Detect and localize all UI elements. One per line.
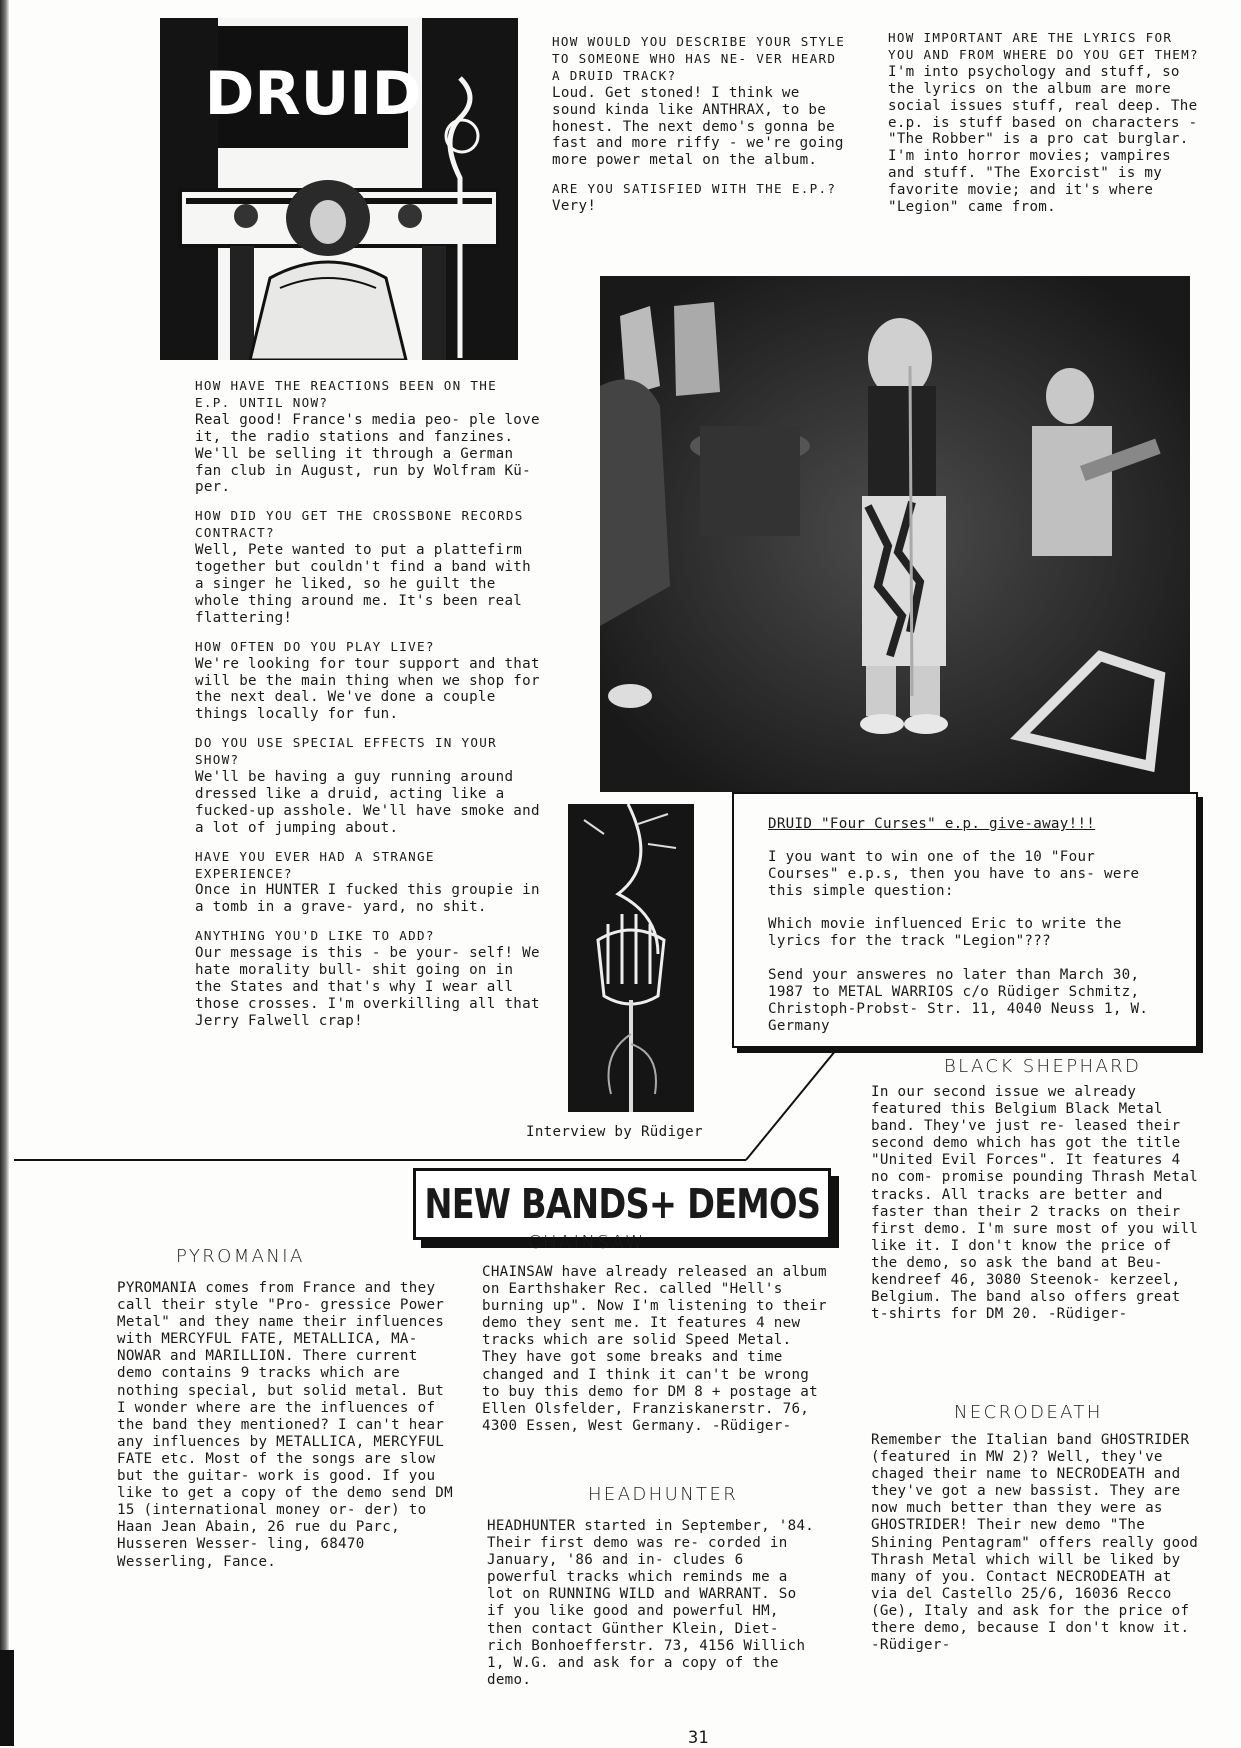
answer: We'll be having a guy running around dressed like a druid, acting like a fucked-up asshole. We'll have smoke and a lot of jumping about. <box>195 769 540 836</box>
pyromania-text: PYROMANIA comes from France and they call their style "Pro- gressice Power Metal" and they name their influences with MERCYFUL FATE, METALLICA, MA- NOWAR and MARILLION. There current demo contains 9 tracks which are nothing special, but solid metal. But I wonder where are the influences of the band they mentioned? I can't hear any influences by METALLICA, MERCYFUL FATE etc. Most of the songs are slow but the guitar- work is good. If you like to get a copy of the demo send DM 15 (international money or- der) to Haan Jean Abain, 26 rue du Parc, Husseren Wesser- ling, 68470 Wesserling, Fance. <box>117 1280 453 1570</box>
banner-text: NEW BANDS+ DEMOS <box>424 1180 820 1228</box>
druid-logo-text: DRUID <box>204 59 422 129</box>
answer: We're looking for tour support and that will be the main thing when we shop for the next deal. We've done a couple things locally for fun. <box>195 655 540 723</box>
answer: Once in HUNTER I fucked this groupie in a tomb in a grave- yard, no shit. <box>195 882 540 916</box>
answer: Very! <box>552 198 597 215</box>
giveaway-p2: Which movie influenced Eric to write the lyrics for the track "Legion"??? <box>768 916 1122 950</box>
new-bands-demos-banner <box>413 1168 831 1240</box>
answer: Well, Pete wanted to put a plattefirm together but couldn't find a band with a singer he liked, so he guilt the whole thing around me. It's been real flattering! <box>195 542 531 626</box>
question: HAVE YOU EVER HAD A STRANGE EXPERIENCE? <box>195 848 435 881</box>
necrodeath-heading: NECRODEATH <box>954 1402 1103 1423</box>
headhunter-text: HEADHUNTER started in September, '84. Their first demo was re- corded in January, '86 and in- cludes 6 powerful tracks which reminds me a lot on RUNNING WILD and WARRANT. So if you like good and powerful HM, then contact Günther Klein, Diet- rich Bonhoefferstr. 73, 4156 Willich 1, W.G. and ask for a copy of the demo. <box>487 1518 815 1688</box>
chainsaw-text: CHAINSAW have already released an album on Earthshaker Rec. called "Hell's burning up". Now I'm listening to their demo they sent me. It features 4 new tracks which are solid Speed Metal. They have got some breaks and time changed and I think it can't be wrong to buy this demo for DM 8 + postage at Ellen Olsfelder, Franziskanerstr. 76, 4300 Essen, West Germany. -Rüdiger- <box>482 1264 827 1434</box>
question: HOW OFTEN DO YOU PLAY LIVE? <box>195 638 435 654</box>
giveaway-title: DRUID "Four Curses" e.p. give-away!!! <box>768 816 1096 832</box>
giveaway-p3: Send your answeres no later than March 30, 1987 to METAL WARRIOS c/o Rüdiger Schmitz, Christoph-Probst- Str. 11, 4040 Neuss 1, W. Germany <box>768 966 1149 1034</box>
question: DO YOU USE SPECIAL EFFECTS IN YOUR SHOW? <box>195 735 497 768</box>
pyromania-heading: PYROMANIA <box>176 1246 305 1267</box>
giveaway-p1: I you want to win one of the 10 "Four Courses" e.p.s, then you have to ans- were this simple question: <box>768 849 1140 900</box>
answer: I'm into psychology and stuff, so the lyrics on the album are more social issues stuff, real deep. The e.p. is stuff based on characters - "The Robber" is a pro cat burglar. I'm into horror movies; vampires and stuff. "The Exorcist" is my favorite movie; and it's where "Legion" came from. <box>888 63 1198 216</box>
black-shephard-heading: BLACK SHEPHARD <box>944 1056 1142 1077</box>
page-number: 31 <box>688 1728 709 1748</box>
chainsaw-heading: CHAINSAW <box>528 1232 646 1253</box>
question: HOW HAVE THE REACTIONS BEEN ON THE E.P. UNTIL NOW? <box>195 378 497 410</box>
interview-credit: Interview by Rüdiger <box>526 1124 703 1140</box>
answer: Loud. Get stoned! I think we sound kinda like ANTHRAX, to be honest. The next demo's gonna be fast and more riffy - we're going more power metal on the album. <box>552 84 844 169</box>
question: HOW WOULD YOU DESCRIBE YOUR STYLE TO SOMEONE WHO HAS NE- VER HEARD A DRUID TRACK? <box>552 34 846 83</box>
question: ANYTHING YOU'D LIKE TO ADD? <box>195 928 435 944</box>
black-shephard-text: In our second issue we already featured this Belgium Black Metal band. They've just re- leased their second demo which has got the title "United Evil Forces". It features 4 no com- promise pounding Thrash Metal tracks. All tracks are better and faster than their 2 tracks on their first demo. I'm sure most of you will like it. I don't know the price of the demo, so ask the band at Beu- kendreef 46, 3080 Steenok- kerzeel, Belgium. The band also offers great t-shirts for DM 20. -Rüdiger- <box>871 1084 1199 1323</box>
necrodeath-text: Remember the Italian band GHOSTRIDER (featured in MW 2)? Well, they've chaged their name to NECRODEATH and they've got a new bassist. They are now much better than they were as GHOSTRIDER! Their new demo "The Shining Pentagram" offers really good Thrash Metal which will be liked by many of you. Contact NECRODEATH at via del Castello 25/6, 16036 Recco (Ge), Italy and ask for the price of there demo, because I don't know it. -Rüdiger- <box>871 1432 1199 1654</box>
answer: Real good! France's media peo- ple love it, the radio stations and fanzines. We'll be selling it through a German fan club in August, run by Wolfram Kü- per. <box>195 411 540 496</box>
question: HOW IMPORTANT ARE THE LYRICS FOR YOU AND FROM WHERE DO YOU GET THEM? <box>888 30 1199 62</box>
question: HOW DID YOU GET THE CROSSBONE RECORDS CONTRACT? <box>195 508 524 541</box>
answer: Our message is this - be your- self! We hate morality bull- shit going on in the States and that's why I wear all those crosses. I'm overkilling all that Jerry Falwell crap! <box>195 945 540 1029</box>
headhunter-heading: HEADHUNTER <box>588 1484 739 1505</box>
question: ARE YOU SATISFIED WITH THE E.P.? <box>552 181 837 197</box>
